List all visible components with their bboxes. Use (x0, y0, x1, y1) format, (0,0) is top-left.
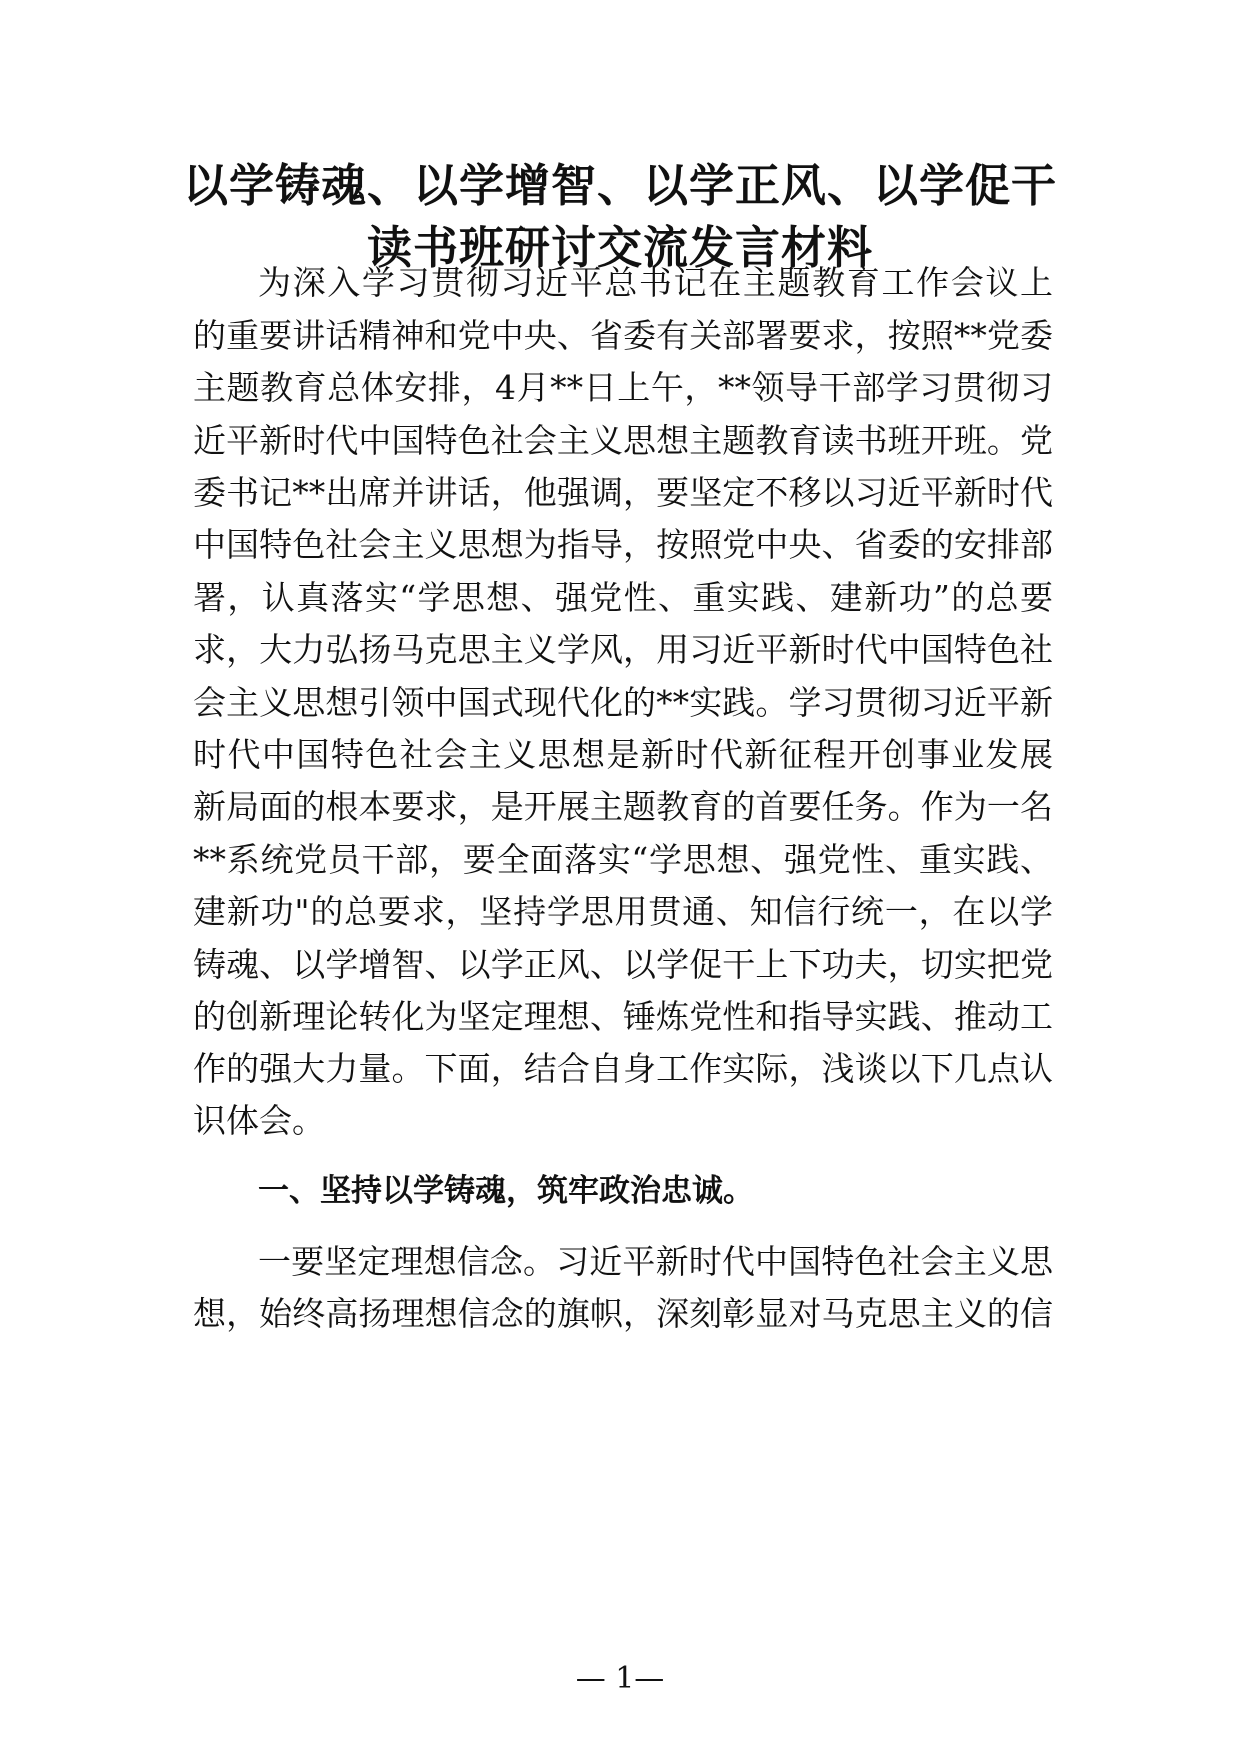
paragraph-line: 新局面的根本要求，是开展主题教育的首要任务。作为一名 (193, 787, 1053, 826)
paragraph-line: 一要坚定理想信念。习近平新时代中国特色社会主义思 (258, 1242, 1053, 1281)
paragraph-line: 建新功"的总要求，坚持学思用贯通、知信行统一，在以学 (193, 892, 1053, 931)
paragraph-line: 中国特色社会主义思想为指导，按照党中央、省委的安排部 (193, 525, 1053, 564)
paragraph-line: 求，大力弘扬马克思主义学风，用习近平新时代中国特色社 (193, 630, 1053, 669)
document-title-line-2: 读书班研讨交流发言材料 (366, 221, 873, 274)
paragraph-line: 会主义思想引领中国式现代化的**实践。学习贯彻习近平新 (193, 683, 1053, 722)
document-title-line-1: 以学铸魂、以学增智、以学正风、以学促干 (182, 159, 1057, 212)
paragraph-line: **系统党员干部，要全面落实“学思想、强党性、重实践、 (193, 840, 1053, 879)
paragraph-line: 主题教育总体安排，4月**日上午，**领导干部学习贯彻习 (193, 368, 1053, 407)
paragraph-line: 作的强大力量。下面，结合自身工作实际，浅谈以下几点认 (193, 1049, 1053, 1088)
paragraph-line: 想，始终高扬理想信念的旗帜，深刻彰显对马克思主义的信 (193, 1294, 1053, 1333)
section-heading: 一、坚持以学铸魂，筑牢政治忠诚。 (258, 1173, 754, 1209)
paragraph-line: 的重要讲话精神和党中央、省委有关部署要求，按照**党委 (193, 316, 1053, 355)
paragraph-line: 的创新理论转化为坚定理想、锤炼党性和指导实践、推动工 (193, 997, 1053, 1036)
paragraph-line: 识体会。 (193, 1101, 325, 1140)
paragraph-line: 时代中国特色社会主义思想是新时代新征程开创事业发展 (193, 735, 1053, 774)
paragraph-line: 近平新时代中国特色社会主义思想主题教育读书班开班。党 (193, 421, 1053, 460)
paragraph-line: 署，认真落实“学思想、强党性、重实践、建新功”的总要 (193, 578, 1053, 617)
page-number: — 1— (575, 1661, 665, 1696)
paragraph-line: 为深入学习贯彻习近平总书记在主题教育工作会议上 (258, 263, 1053, 302)
paragraph-line: 委书记**出席并讲话，他强调，要坚定不移以习近平新时代 (193, 473, 1053, 512)
paragraph-line: 铸魂、以学增智、以学正风、以学促干上下功夫，切实把党 (193, 945, 1053, 984)
